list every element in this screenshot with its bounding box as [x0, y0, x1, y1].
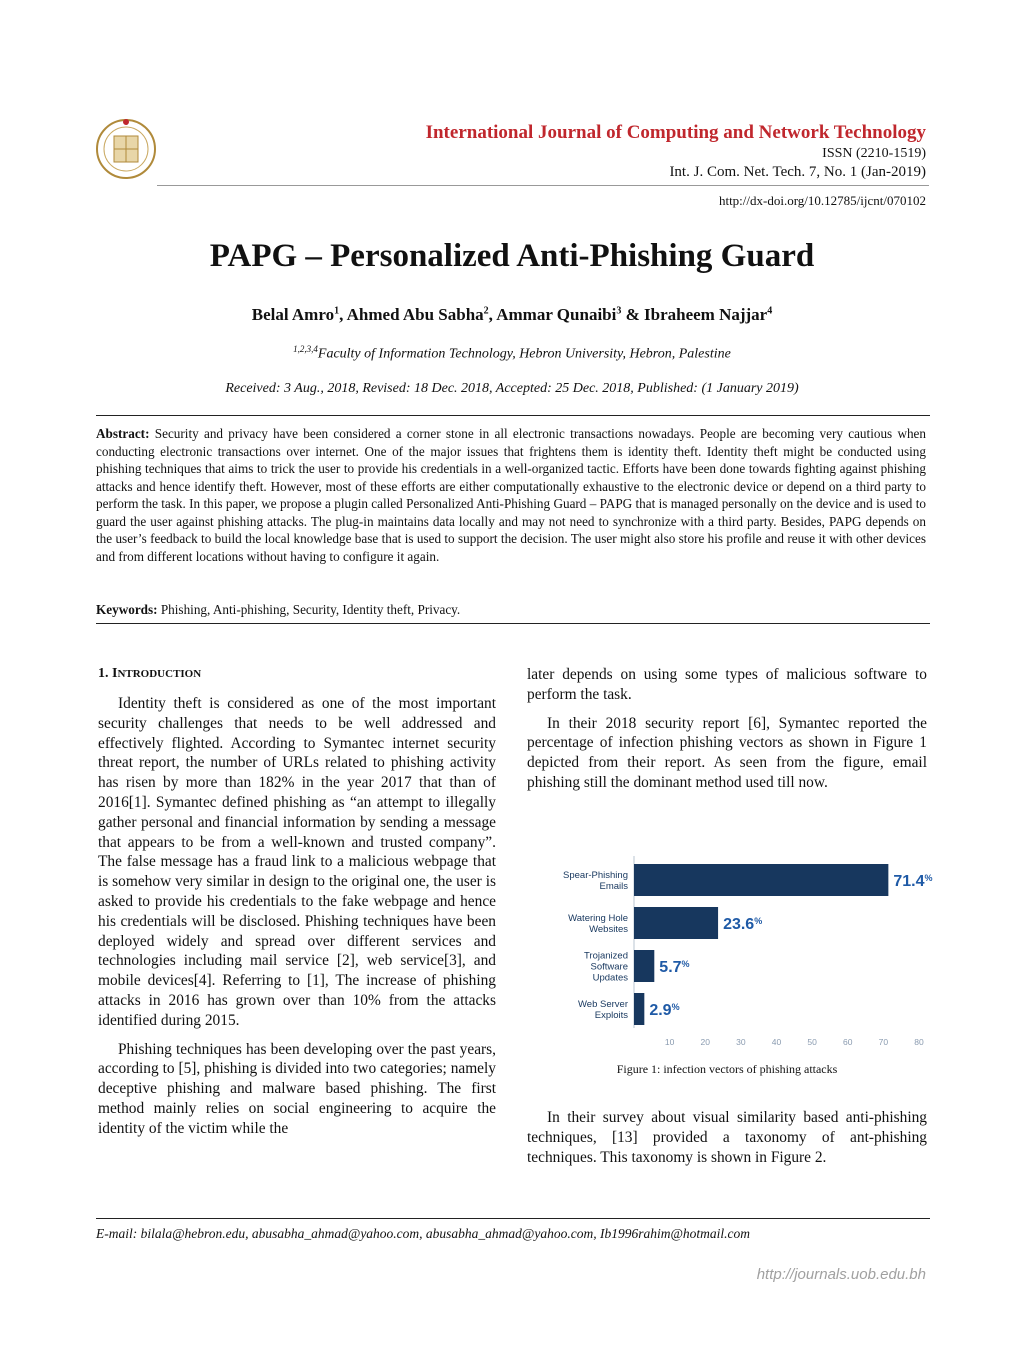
category-label: Software — [590, 961, 628, 973]
right-column-lower — [527, 1108, 927, 1167]
paragraph: In their survey about visual similarity based anti-phishing techniques, [13] provided a taxonomy of ant-phishing techniques. This taxonomy is shown in Figure 2. — [527, 1109, 927, 1166]
abstract-label: Abstract: — [96, 426, 150, 441]
x-tick-label: 20 — [700, 1037, 710, 1047]
category-label: Updates — [592, 972, 628, 984]
section-heading — [98, 666, 201, 682]
abstract-bottom-rule — [96, 623, 930, 624]
x-tick-label: 80 — [914, 1037, 924, 1047]
author-sep: , — [339, 305, 347, 324]
bar-3 — [634, 993, 644, 1025]
abstract-top-rule — [96, 415, 930, 416]
paragraph: Phishing techniques has been developing over the past years, according to [5], phishing is divided into two categories; namely deceptive phishing and malware based phishing. The first method mainly relies on social engineering to acquire the identity of the victim while the — [98, 1040, 496, 1137]
data-label-unit: % — [754, 916, 763, 926]
bar-1 — [634, 907, 718, 939]
university-logo — [95, 112, 157, 186]
abstract — [96, 425, 926, 565]
author-emails: E-mail: bilala@hebron.edu, abusabha_ahmad@yahoo.com, abusabha_ahmad@yahoo.com, Ib1996rahim@hotmail.com — [96, 1226, 750, 1241]
right-column — [527, 665, 927, 793]
author-sep: , — [488, 305, 497, 324]
author-name: Ammar Qunaibi — [496, 305, 617, 324]
author-sup: 1 — [334, 305, 340, 317]
author-name: Ibraheem Najjar — [644, 305, 768, 324]
x-tick-label: 50 — [807, 1037, 817, 1047]
journal-url[interactable]: http://journals.uob.edu.bh — [756, 1266, 926, 1283]
category-label: Trojanized — [583, 950, 628, 962]
affiliation-sup: 1,2,3,4 — [293, 344, 318, 354]
journal-name: International Journal of Computing and Network Technology — [425, 122, 926, 143]
footer-rule — [96, 1218, 930, 1219]
author-sup: 3 — [616, 305, 622, 317]
data-label: 71.4% — [893, 873, 933, 890]
x-tick-label: 10 — [664, 1037, 675, 1047]
data-label: 2.9% — [649, 1002, 680, 1019]
paragraph: Identity theft is considered as one of the most important security challenges that needs to be well addressed and effectively flighted. According to Symantec internet security threat report, the number of URLs related to phishing activity has risen by more than 182% in the year 2017 that than of 2016[1]. Symantec defined phishing as “an attempt to illegally gather personal and financial information by sending a message that appears to be from a well-known and trusted company”. The false message has a fraud link to a malicious webpage that is somehow very similar in design to the original one, the user is asked to provide his credentials to the fake webpage and hence his credentials will be disclosed. Phishing techniques have been deployed widely and spread over different services and technologies including mail service [2], web service[3], and mobile devices[4]. Referring to [1], The increase of phishing attacks in 2016 has grown over than 10% from the attacks identified during 2015. — [98, 695, 496, 1029]
author-name: Ahmed Abu Sabha — [346, 305, 484, 324]
paragraph: In their 2018 security report [6], Symantec reported the percentage of infection phishing vectors as shown in Figure 1 depicted from their report. As seen from the figure, email phishing still the dominant method used till now. — [527, 714, 927, 791]
category-label: Watering Hole — [568, 913, 628, 924]
infection-vectors-chart — [544, 842, 942, 1052]
x-tick-label: 70 — [878, 1037, 889, 1047]
received-dates: Received: 3 Aug., 2018, Revised: 18 Dec. 2018, Accepted: 25 Dec. 2018, Published: (1 January 2019) — [225, 381, 799, 396]
x-tick-label: 40 — [771, 1037, 782, 1047]
paragraph: later depends on using some types of malicious software to perform the task. — [527, 666, 927, 703]
header-divider — [157, 185, 929, 186]
category-label: Web Server — [578, 999, 628, 1010]
volume-info: Int. J. Com. Net. Tech. 7, No. 1 (Jan-2019) — [669, 164, 926, 180]
left-column — [98, 694, 496, 1139]
bar-2 — [634, 950, 654, 982]
category-label: Exploits — [594, 1010, 628, 1021]
author-sep: & — [621, 305, 645, 324]
keywords-label: Keywords: — [96, 602, 158, 617]
affiliation-text: Faculty of Information Technology, Hebron University, Hebron, Palestine — [317, 346, 731, 362]
keywords — [96, 602, 926, 618]
issn: ISSN (2210-1519) — [822, 146, 926, 161]
x-tick-label: 60 — [843, 1037, 853, 1047]
figure-caption: Figure 1: infection vectors of phishing attacks — [616, 1062, 838, 1076]
data-label-unit: % — [924, 873, 933, 883]
category-label: Emails — [599, 881, 628, 892]
bar-0 — [634, 864, 888, 896]
author-sup: 4 — [767, 305, 773, 317]
keywords-text: Phishing, Anti-phishing, Security, Identity theft, Privacy. — [160, 602, 461, 617]
data-label: 23.6% — [723, 916, 763, 933]
data-label-unit: % — [671, 1002, 680, 1012]
category-label: Websites — [589, 924, 628, 935]
x-tick-label: 30 — [736, 1037, 746, 1047]
doi-link[interactable]: http://dx-doi.org/10.12785/ijcnt/070102 — [718, 193, 926, 208]
author-name: Belal Amro — [251, 305, 335, 324]
heading-number: 1. I — [98, 666, 118, 681]
data-label-unit: % — [681, 959, 690, 969]
author-list — [0, 305, 1024, 325]
heading-title: NTRODUCTION — [117, 668, 202, 680]
paper-title: PAPG – Personalized Anti-Phishing Guard — [209, 238, 815, 274]
data-label: 5.7% — [659, 959, 690, 976]
abstract-text: Security and privacy have been considered a corner stone in all electronic transactions nowadays. People are becoming very cautious when conducting electronic transactions over internet. One of the major issues that frightens them is identity theft. Identity theft might be conducted using phishing techniques that aims to trick the user to provide his credentials in a well-organized tactic. Efforts have been done towards fighting against phishing attacks and hence identify theft. However, most of these efforts are either computationally exhaustive to the electronic device or depend on a third party to perform the task. In this paper, we propose a plugin called Personalized Anti-Phishing Guard – PAPG that is managed personally on the device and is used to guard the user against phishing attacks. The plug-in maintains data locally and may not need to synchronize with a third party. Besides, PAPG depends on the user’s feedback to build the local knowledge base that is used to support the decision. The user might also store his profile and reuse it with other devices and from different locations without having to configure it again. — [96, 426, 927, 564]
author-sup: 2 — [483, 305, 489, 317]
affiliation — [0, 344, 1024, 363]
category-label: Spear-Phishing — [563, 870, 628, 881]
